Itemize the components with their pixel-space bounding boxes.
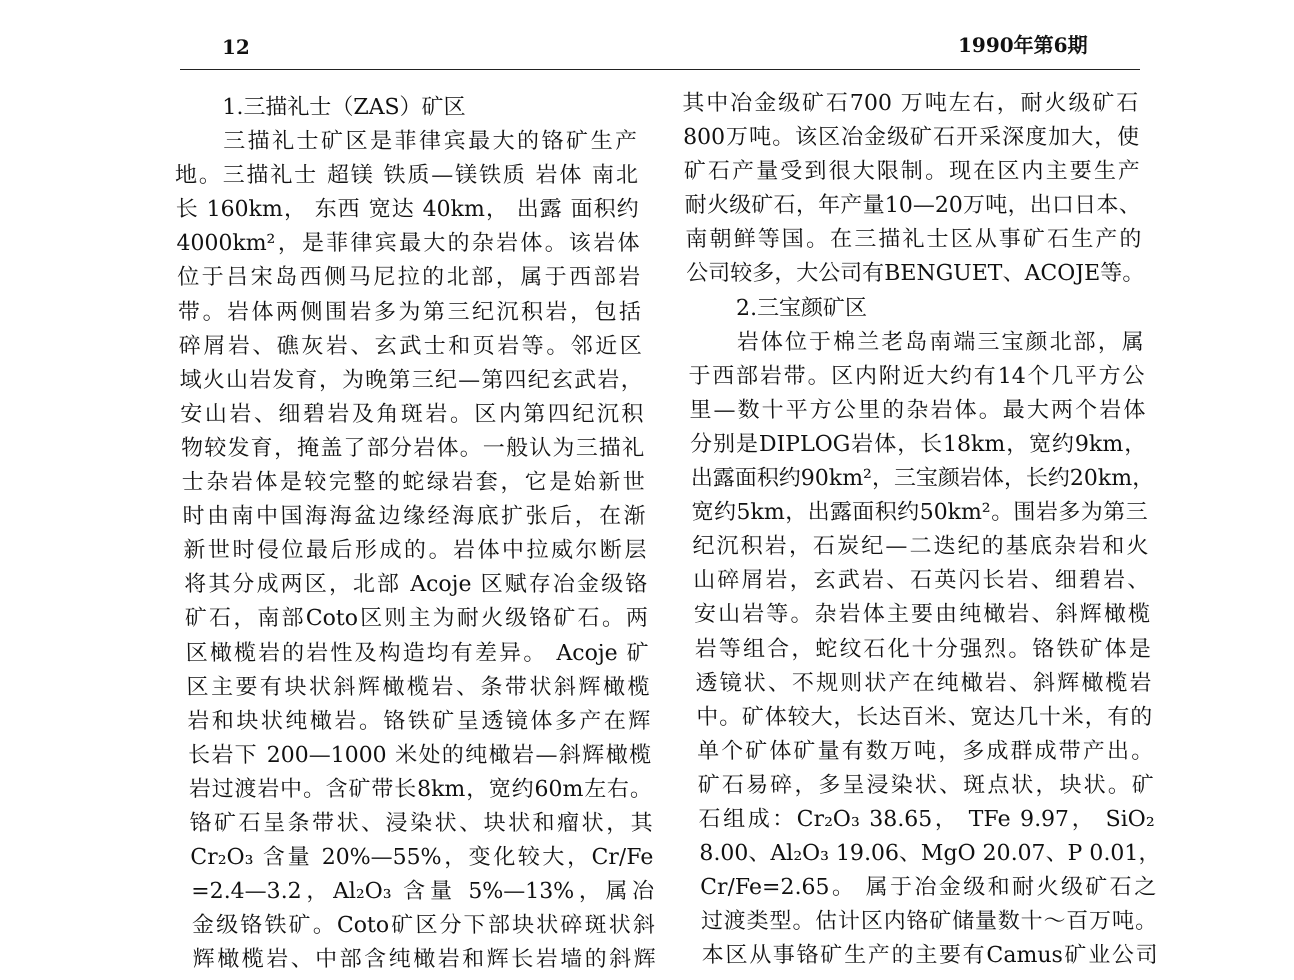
page-number: 12 <box>222 35 250 59</box>
body-text-line: 域火山岩发育，为晚第三纪—第四纪玄武岩， <box>179 367 643 393</box>
body-text-line: 矿石产量受到很大限制。现在区内主要生产 <box>683 159 1141 185</box>
body-text-line: 石组成：Cr₂O₃ 38.65， TFe 9.97， SiO₂ <box>698 806 1155 832</box>
body-text-line: 于西部岩带。区内附近大约有14个几平方公 <box>688 363 1145 389</box>
body-text-line: 单个矿体矿量有数万吨，多成群成带产出。 <box>696 738 1154 764</box>
body-text-line: 分别是DIPLOG岩体，长18km，宽约9km， <box>689 431 1147 457</box>
body-text-line: 其中冶金级矿石700 万吨左右，耐火级矿石 <box>682 91 1139 116</box>
body-text-line: 区橄榄岩的岩性及构造均有差异。 Acoje 矿 <box>185 640 650 666</box>
body-text-line: Cr/Fe=2.65。 属于冶金级和耐火级矿石之 <box>699 875 1157 901</box>
body-text-line: 新世时侵位最后形成的。岩体中拉威尔断层 <box>183 538 647 564</box>
body-text-line: 800万吨。该区冶金级矿石开采深度加大，使 <box>682 125 1140 151</box>
body-text-line: 铬矿石呈条带状、浸染状、块状和瘤状，其 <box>189 810 653 836</box>
body-text-line: 金级铬铁矿。Coto矿区分下部块状碎斑状斜 <box>191 913 656 939</box>
section-heading: 1.三描礼士（ZAS）矿区 <box>222 95 466 120</box>
body-text-line: 耐火级矿石，年产量10—20万吨，出口日本、 <box>684 193 1141 219</box>
body-text-line: =2.4—3.2，Al₂O₃ 含量 5%—13%，属冶 <box>190 879 655 905</box>
header-rule <box>180 69 1140 70</box>
body-text-line: 本区从事铬矿生产的主要有Camus矿业公司 <box>701 943 1159 969</box>
journal-issue-label: 1990年第6期 <box>958 33 1088 57</box>
body-text-line: Cr₂O₃ 含量 20%—55%，变化较大，Cr/Fe <box>190 845 654 871</box>
body-text-line: 区主要有块状斜辉橄榄岩、条带状斜辉橄榄 <box>186 674 650 700</box>
body-text-line: 矿石，南部Coto区则主为耐火级铬矿石。两 <box>184 606 649 632</box>
left-text-column <box>173 91 656 977</box>
body-text-line: 地。三描礼士 超镁 铁质—镁铁质 岩体 南北 <box>174 163 639 189</box>
body-text-line: 岩等组合，蛇纹石化十分强烈。铬铁矿体是 <box>694 636 1152 662</box>
body-text-line: 物较发育，掩盖了部分岩体。一般认为三描礼 <box>180 435 645 461</box>
body-text-line: 长 160km， 东西 宽达 40km， 出露 面积约 <box>175 197 639 223</box>
body-text-line: 8.00、Al₂O₃ 19.06、MgO 20.07、P 0.01， <box>699 841 1161 867</box>
body-text-line: 长岩下 200—1000 米处的纯橄岩—斜辉橄榄 <box>187 742 652 768</box>
body-text-line: 纪沉积岩，石炭纪—二迭纪的基底杂岩和火 <box>692 534 1149 560</box>
body-text-line: 士杂岩体是较完整的蛇绿岩套，它是始新世 <box>181 470 646 496</box>
body-text-line: 山碎屑岩，玄武岩、石英闪长岩、细碧岩、 <box>692 568 1150 594</box>
body-text-line: 碎屑岩、礁灰岩、玄武士和页岩等。邻近区 <box>178 333 643 359</box>
body-text-line: 安山岩、细碧岩及角斑岩。区内第四纪沉积 <box>180 401 644 427</box>
body-text-line: 4000km²，是菲律宾最大的杂岩体。该岩体 <box>176 231 640 257</box>
body-text-line: 带。岩体两侧围岩多为第三纪沉积岩，包括 <box>177 299 642 325</box>
body-text-line: 岩体位于棉兰老岛南端三宝颜北部，属 <box>736 329 1145 355</box>
body-text-line: 中。矿体较大，长达百米、宽达几十米，有的 <box>696 704 1153 730</box>
body-text-line: 透镜状、不规则状产在纯橄岩、斜辉橄榄岩 <box>695 670 1152 696</box>
body-text-line: 南朝鲜等国。在三描礼士区从事矿石生产的 <box>685 227 1142 253</box>
body-text-line: 公司较多，大公司有BENGUET、ACOJE等。 <box>685 261 1145 287</box>
body-text-line: 过渡类型。估计区内铬矿储量数十～百万吨。 <box>700 909 1158 935</box>
body-text-line: 岩过渡岩中。含矿带长8km，宽约60m左右。 <box>188 776 653 802</box>
body-text-line: 位于吕宋岛西侧马尼拉的北部，属于西部岩 <box>176 265 641 291</box>
body-text-line: 三描礼士矿区是菲律宾最大的铬矿生产 <box>222 129 638 155</box>
body-text-line: 矿石易碎，多呈浸染状、斑点状，块状。矿 <box>697 772 1155 798</box>
body-text-line: 将其分成两区，北部 Acoje 区赋存冶金级铬 <box>183 572 648 598</box>
body-text-line: 时由南中国海海盆边缘经海底扩张后，在渐 <box>182 504 646 530</box>
body-text-line: 岩和块状纯橄岩。铬铁矿呈透镜体多产在辉 <box>187 708 651 734</box>
body-text-line: 安山岩等。杂岩体主要由纯橄岩、斜辉橄榄 <box>693 602 1151 628</box>
section-heading: 2.三宝颜矿区 <box>735 295 868 321</box>
body-text-line: 出露面积约90km²，三宝颜岩体，长约20km， <box>690 466 1155 492</box>
right-text-column <box>682 87 1161 973</box>
body-text-line: 里—数十平方公里的杂岩体。最大两个岩体 <box>689 397 1146 423</box>
body-text-line: 辉橄榄岩、中部含纯橄岩和辉长岩墙的斜辉 <box>192 947 657 973</box>
body-text-line: 宽约5km，出露面积约50km²。围岩多为第三 <box>691 500 1148 526</box>
